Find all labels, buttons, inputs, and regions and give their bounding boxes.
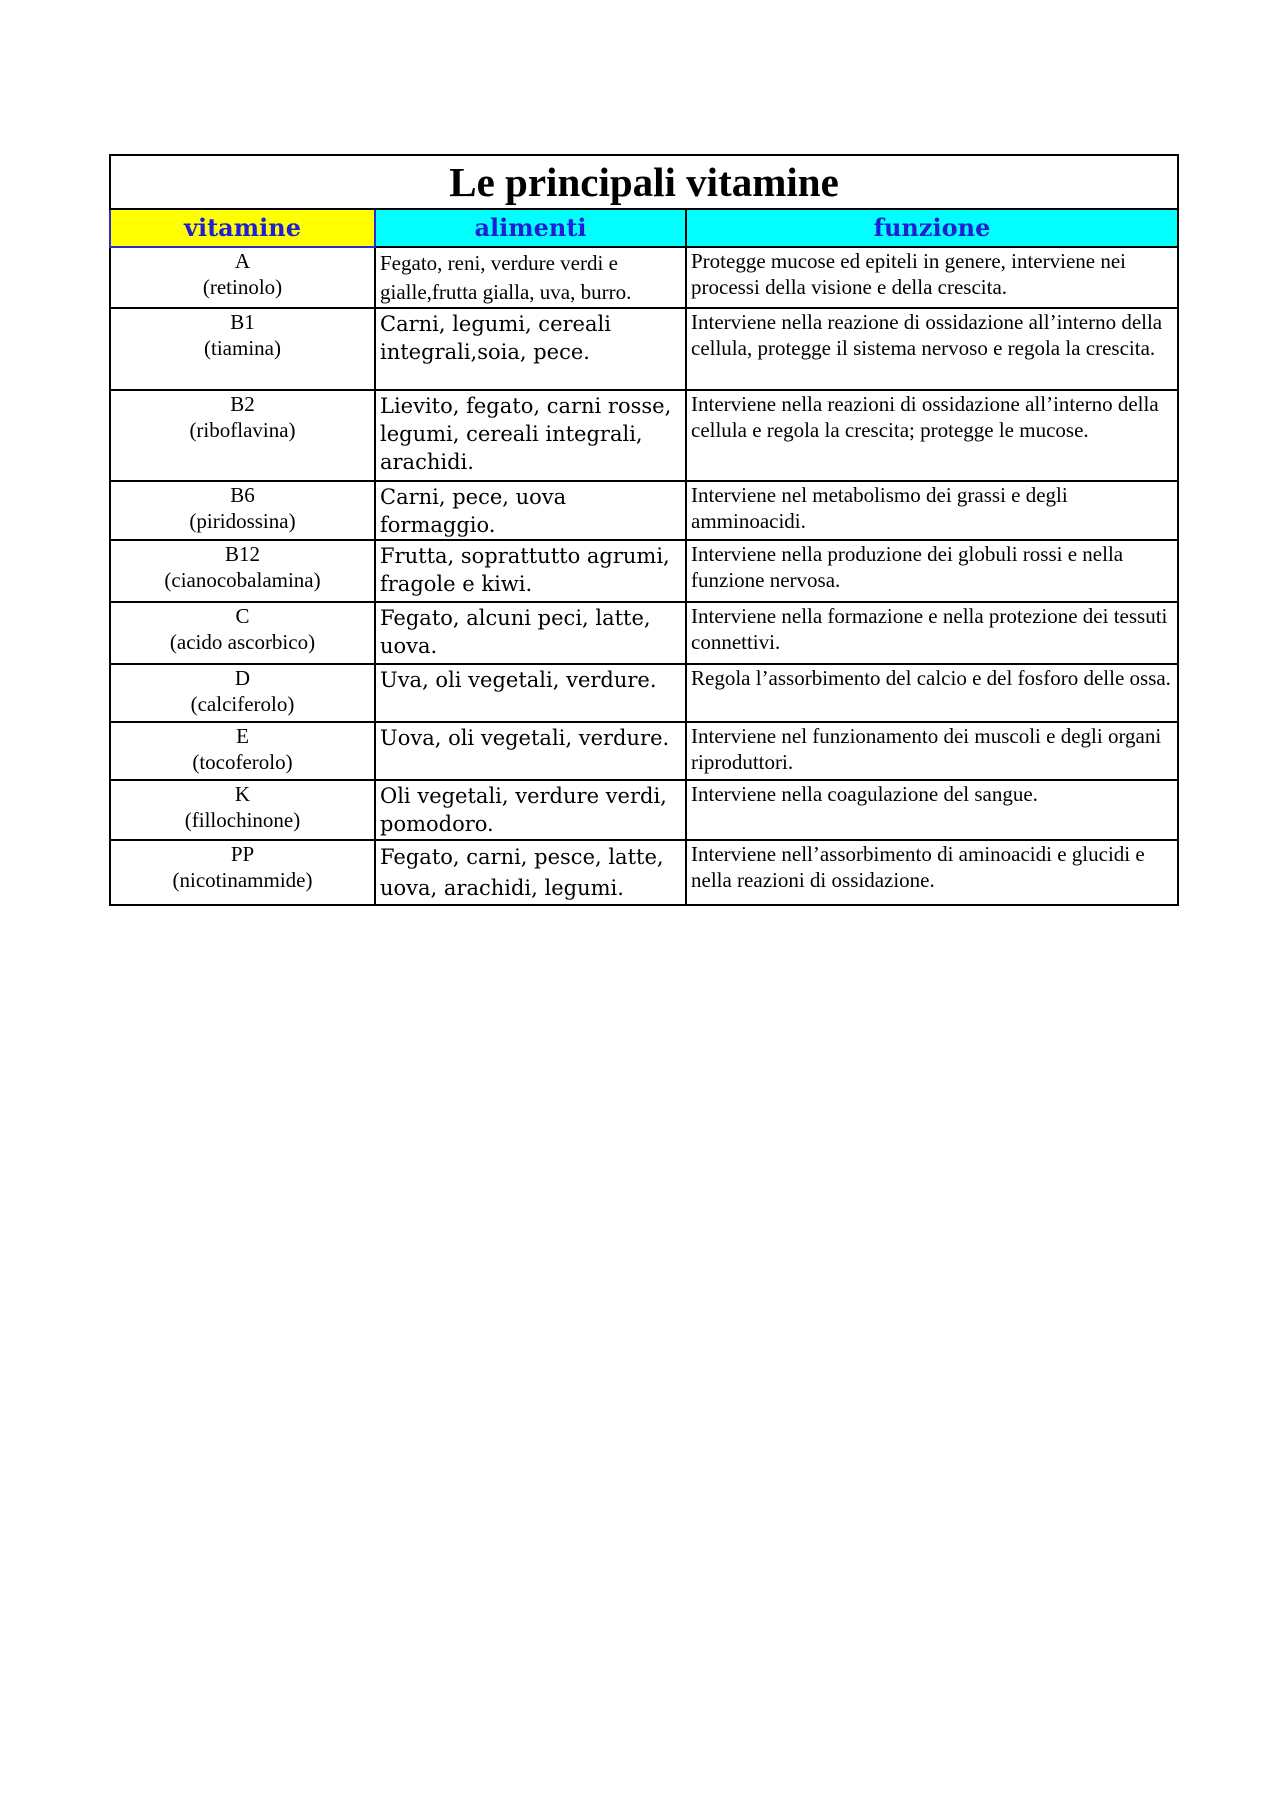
vitamin-name: B12 — [224, 542, 260, 566]
table-row — [110, 722, 1178, 780]
header-vitamine: vitamine — [110, 209, 375, 247]
function-cell: Interviene nella reazione di ossidazione all’interno della cellula, protegge il sistema nervoso e regola la crescita. — [686, 308, 1178, 390]
vitamin-cell — [110, 664, 375, 722]
foods-cell: Lievito, fegato, carni rosse, legumi, cereali integrali, arachidi. — [375, 390, 686, 481]
vitamin-name: B6 — [230, 483, 255, 507]
function-cell: Regola l’assorbimento del calcio e del fosforo delle ossa. — [686, 664, 1178, 722]
header-funzione: funzione — [686, 209, 1178, 247]
function-cell: Interviene nell’assorbimento di aminoacidi e glucidi e nella reazioni di ossidazione. — [686, 840, 1178, 905]
vitamin-chemical-name: (nicotinammide) — [172, 868, 313, 892]
vitamin-name: PP — [230, 842, 255, 866]
vitamin-cell — [110, 540, 375, 602]
foods-cell: Uva, oli vegetali, verdure. — [375, 664, 686, 722]
vitamin-chemical-name: (retinolo) — [202, 275, 283, 299]
function-cell: Interviene nel funzionamento dei muscoli e degli organi riproduttori. — [686, 722, 1178, 780]
function-cell: Interviene nella produzione dei globuli rossi e nella funzione nervosa. — [686, 540, 1178, 602]
vitamin-chemical-name: (fillochinone) — [184, 808, 301, 832]
foods-cell: Oli vegetali, verdure verdi, pomodoro. — [375, 780, 686, 840]
vitamin-chemical-name: (riboflavina) — [189, 418, 296, 442]
title-row — [110, 155, 1178, 209]
foods-cell: Frutta, soprattutto agrumi, fragole e kiwi. — [375, 540, 686, 602]
vitamin-name: C — [235, 604, 250, 628]
foods-cell: Uova, oli vegetali, verdure. — [375, 722, 686, 780]
foods-cell: Fegato, reni, verdure verdi e gialle,frutta gialla, uva, burro. — [375, 247, 686, 308]
vitamins-table — [109, 154, 1179, 906]
vitamin-cell — [110, 308, 375, 390]
function-cell: Protegge mucose ed epiteli in genere, interviene nei processi della visione e della crescita. — [686, 247, 1178, 308]
vitamin-chemical-name: (piridossina) — [189, 509, 296, 533]
foods-cell: Carni, pece, uova formaggio. — [375, 481, 686, 540]
table-row — [110, 481, 1178, 540]
foods-cell: Fegato, carni, pesce, latte, uova, arachidi, legumi. — [375, 840, 686, 905]
table-row — [110, 840, 1178, 905]
vitamin-name: A — [234, 249, 251, 273]
vitamin-chemical-name: (acido ascorbico) — [169, 630, 316, 654]
vitamin-name: E — [236, 724, 249, 748]
function-cell: Interviene nella coagulazione del sangue. — [686, 780, 1178, 840]
function-cell: Interviene nella reazioni di ossidazione all’interno della cellula e regola la crescita; protegge le mucose. — [686, 390, 1178, 481]
vitamin-chemical-name: (cianocobalamina) — [164, 568, 321, 592]
vitamin-chemical-name: (tiamina) — [204, 336, 281, 360]
foods-cell: Carni, legumi, cereali integrali,soia, pece. — [375, 308, 686, 390]
vitamin-cell — [110, 780, 375, 840]
vitamin-chemical-name: (tocoferolo) — [192, 750, 293, 774]
table-row — [110, 602, 1178, 664]
table-row — [110, 308, 1178, 390]
table-row — [110, 540, 1178, 602]
foods-cell: Fegato, alcuni peci, latte, uova. — [375, 602, 686, 664]
vitamin-cell — [110, 602, 375, 664]
vitamin-cell — [110, 840, 375, 905]
vitamin-name: D — [234, 666, 251, 690]
vitamin-name: B1 — [230, 310, 255, 334]
function-cell: Interviene nella formazione e nella protezione dei tessuti connettivi. — [686, 602, 1178, 664]
header-alimenti: alimenti — [375, 209, 686, 247]
vitamin-name: K — [234, 782, 251, 806]
table-row — [110, 780, 1178, 840]
vitamin-cell — [110, 247, 375, 308]
vitamin-name: B2 — [230, 392, 255, 416]
table-title: Le principali vitamine — [110, 155, 1178, 209]
header-row — [110, 209, 1178, 247]
vitamin-cell — [110, 390, 375, 481]
table-row — [110, 390, 1178, 481]
vitamin-cell — [110, 481, 375, 540]
vitamin-cell — [110, 722, 375, 780]
function-cell: Interviene nel metabolismo dei grassi e degli amminoacidi. — [686, 481, 1178, 540]
table-row — [110, 664, 1178, 722]
vitamin-chemical-name: (calciferolo) — [190, 692, 295, 716]
table-row — [110, 247, 1178, 308]
